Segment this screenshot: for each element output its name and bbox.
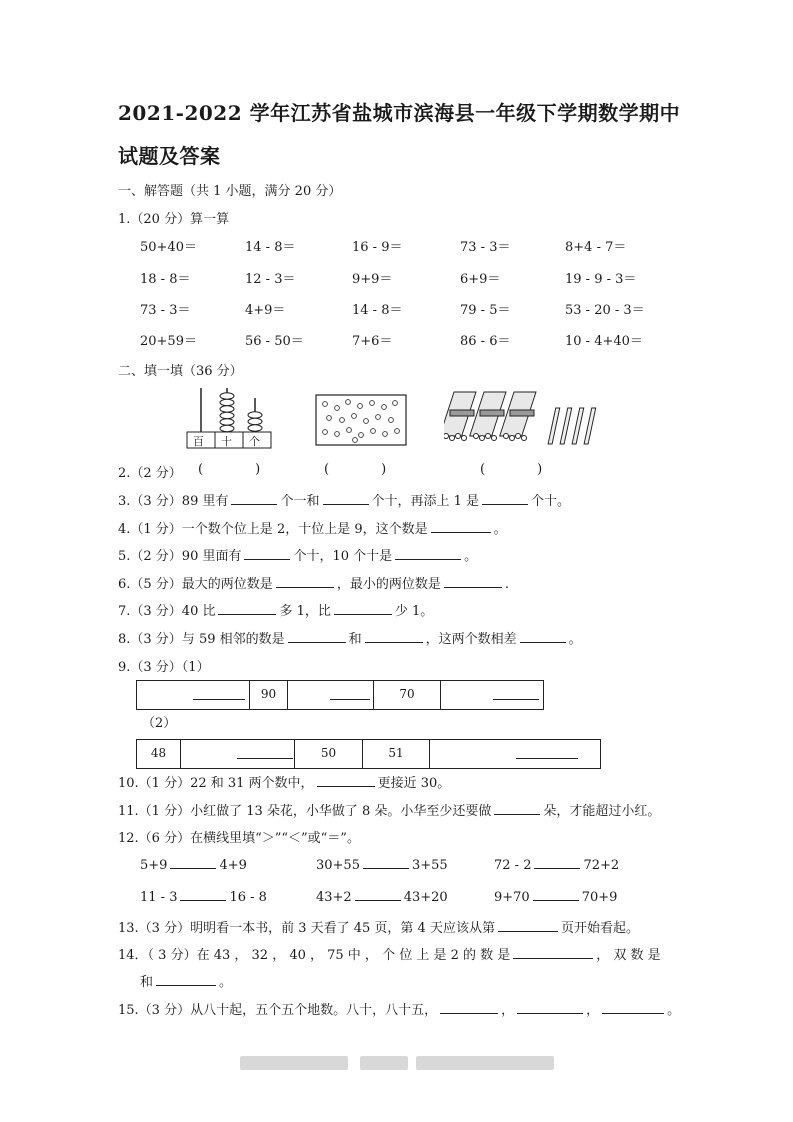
- cmp-left: 72 - 2: [494, 858, 532, 873]
- q3-text-c: 个十，再添上 1 是: [371, 494, 480, 509]
- comparison-item: [316, 856, 448, 873]
- answer-blank[interactable]: [516, 758, 578, 759]
- question-1-label: 1.（20 分）算一算: [118, 212, 230, 227]
- document-title-line2: 试题及答案: [118, 144, 221, 168]
- arith-item: 14 - 8＝: [352, 303, 403, 318]
- answer-blank[interactable]: [170, 856, 216, 869]
- answer-blank[interactable]: [440, 1001, 498, 1014]
- cell-value: 48: [150, 746, 167, 760]
- q15-end: 。: [667, 1003, 681, 1018]
- table-cell: [363, 740, 430, 768]
- q15-text-a: 15.（3 分）从八十起，五个五个地数。八十，八十五，: [118, 1003, 438, 1018]
- answer-blank[interactable]: [244, 547, 290, 560]
- answer-paren-abacus: ( ): [198, 462, 261, 477]
- answer-blank[interactable]: [534, 856, 580, 869]
- q13-text-a: 13.（3 分）明明看一本书，前 3 天看了 45 页，第 4 天应该从第: [118, 921, 495, 936]
- cell-value: 70: [399, 687, 415, 701]
- table-cell[interactable]: [137, 681, 250, 709]
- question-10: [118, 772, 450, 791]
- answer-blank[interactable]: [317, 774, 375, 787]
- table-cell[interactable]: [430, 740, 600, 768]
- q14-text-a: 14．（ 3 分）在 43 ， 32 ， 40 ， 75 中 ， 个 位 上 是 2 的 数 是: [118, 948, 511, 963]
- q14-text-c: 和: [140, 975, 154, 990]
- question-8: [118, 628, 582, 647]
- table-cell[interactable]: [441, 681, 543, 709]
- table-cell: [137, 740, 181, 768]
- question-11: [118, 800, 660, 819]
- q13-text-b: 页开始看起。: [560, 921, 639, 936]
- cmp-left: 43+2: [316, 890, 352, 905]
- answer-blank[interactable]: [517, 1001, 583, 1014]
- q5-text-a: 5.（2 分）90 里面有: [118, 549, 242, 564]
- cmp-right: 70+9: [581, 890, 618, 905]
- arith-item: 73 - 3＝: [140, 303, 191, 318]
- arith-item: 14 - 8＝: [245, 240, 296, 255]
- cmp-right: 43+20: [403, 890, 448, 905]
- number-sequence-table-2: [136, 739, 601, 769]
- cmp-right: 72+2: [583, 858, 620, 873]
- answer-blank[interactable]: [365, 630, 423, 643]
- arith-item: 8+4 - 7＝: [565, 240, 627, 255]
- q5-text-b: 个十，10 个十是: [293, 549, 393, 564]
- arith-item: 9+9＝: [352, 272, 393, 287]
- cmp-right: 3+55: [411, 858, 448, 873]
- q3-text-b: 个一和: [280, 494, 320, 509]
- arith-item: 50+40＝: [140, 240, 197, 255]
- watermark-block: [240, 1056, 348, 1070]
- arith-item: 6+9＝: [460, 272, 501, 287]
- abacus-label-tens: 十: [221, 435, 232, 448]
- question-7: [118, 600, 433, 619]
- arith-item: 10 - 4+40＝: [565, 334, 643, 349]
- table-cell[interactable]: [181, 740, 295, 768]
- q15-separator: ，: [501, 1003, 515, 1018]
- watermark-block: [360, 1056, 408, 1070]
- cell-value: 51: [388, 746, 404, 760]
- answer-blank[interactable]: [231, 492, 277, 505]
- q4-text-a: 4.（1 分）一个数个位上是 2，十位上是 9，这个数是: [118, 522, 428, 537]
- question-15: [118, 999, 680, 1018]
- question-6: [118, 573, 509, 592]
- answer-paren-sticks: ( ): [480, 462, 543, 477]
- document-title-line1: 2021-2022 学年江苏省盐城市滨海县一年级下学期数学期中: [118, 101, 681, 125]
- q7-text-c: 少 1。: [394, 604, 434, 619]
- answer-blank[interactable]: [498, 919, 558, 932]
- q11-text-b: 朵，才能超过小红。: [543, 804, 661, 819]
- dots-box-figure: [315, 394, 407, 446]
- comparison-item: [316, 888, 448, 905]
- answer-blank[interactable]: [493, 699, 539, 700]
- q3-text-d: 个十。: [531, 494, 571, 509]
- q8-text-b: 和: [348, 632, 362, 647]
- arith-item: 12 - 3＝: [245, 272, 296, 287]
- question-12-label: 12.（6 分）在横线里填“＞”“＜”或“＝”。: [118, 831, 360, 846]
- comparison-item: [140, 856, 247, 873]
- q8-text-d: 。: [568, 632, 582, 647]
- q11-text-a: 11.（1 分）小红做了 13 朵花，小华做了 8 朵。小华至少还要做: [118, 804, 492, 819]
- answer-blank[interactable]: [533, 888, 579, 901]
- number-sequence-table-1: [136, 680, 544, 710]
- q6-text-c: .: [504, 577, 509, 592]
- table-cell: [374, 681, 441, 709]
- q7-text-b: 多 1，比: [279, 604, 331, 619]
- question-3: [118, 490, 570, 509]
- answer-blank[interactable]: [156, 973, 216, 986]
- question-2-label: 2.（2 分）: [118, 466, 182, 481]
- stick-bundles-figure: [444, 388, 614, 448]
- arith-item: 4+9＝: [245, 303, 286, 318]
- question-4: [118, 518, 507, 537]
- section-heading-2: 二、填一填（36 分）: [118, 364, 243, 379]
- cmp-left: 11 - 3: [140, 890, 178, 905]
- table-cell[interactable]: [288, 681, 374, 709]
- arith-item: 79 - 5＝: [460, 303, 511, 318]
- arith-item: 20+59＝: [140, 334, 197, 349]
- answer-blank[interactable]: [288, 630, 346, 643]
- answer-blank[interactable]: [395, 547, 461, 560]
- answer-blank[interactable]: [180, 888, 226, 901]
- section-heading-1: 一、解答题（共 1 小题，满分 20 分）: [118, 184, 342, 199]
- table-cell: [295, 740, 363, 768]
- answer-blank[interactable]: [323, 492, 369, 505]
- answer-paren-dots: ( ): [324, 462, 387, 477]
- q6-text-b: ，最小的两位数是: [336, 577, 441, 592]
- cmp-left: 5+9: [140, 858, 168, 873]
- question-5: [118, 545, 477, 564]
- q14-text-b: ， 双 数 是: [596, 948, 661, 963]
- q10-text-b: 更接近 30。: [377, 776, 451, 791]
- arith-item: 86 - 6＝: [460, 334, 511, 349]
- answer-blank[interactable]: [276, 575, 334, 588]
- answer-blank[interactable]: [513, 946, 593, 959]
- abacus-label-ones: 个: [249, 435, 260, 448]
- arith-item: 7+6＝: [352, 334, 393, 349]
- cell-value: 50: [320, 746, 337, 760]
- answer-blank[interactable]: [602, 1001, 664, 1014]
- answer-blank[interactable]: [218, 602, 276, 615]
- arith-item: 19 - 9 - 3＝: [565, 272, 637, 287]
- question-9-sub2: （2）: [142, 716, 177, 731]
- q8-text-a: 8.（3 分）与 59 相邻的数是: [118, 632, 285, 647]
- abacus-figure: [185, 384, 275, 450]
- answer-blank[interactable]: [330, 699, 370, 700]
- abacus-label-hundreds: 百: [193, 435, 204, 448]
- answer-blank[interactable]: [355, 888, 401, 901]
- arith-item: 73 - 3＝: [460, 240, 511, 255]
- arith-item: 18 - 8＝: [140, 272, 191, 287]
- arith-item: 56 - 50＝: [245, 334, 304, 349]
- cmp-right: 16 - 8: [229, 890, 267, 905]
- comparison-item: [494, 888, 617, 905]
- q14-text-d: 。: [219, 975, 233, 990]
- q15-separator: ，: [586, 1003, 600, 1018]
- arith-item: 53 - 20 - 3＝: [565, 303, 645, 318]
- arith-item: 16 - 9＝: [352, 240, 403, 255]
- question-14-line2: [140, 971, 232, 990]
- answer-blank[interactable]: [444, 575, 502, 588]
- answer-blank[interactable]: [431, 520, 491, 533]
- answer-blank[interactable]: [334, 602, 392, 615]
- question-14-line1: [118, 944, 661, 963]
- q4-text-b: 。: [493, 522, 507, 537]
- table-cell: [250, 681, 288, 709]
- q7-text-a: 7.（3 分）40 比: [118, 604, 216, 619]
- answer-blank[interactable]: [363, 856, 409, 869]
- answer-blank[interactable]: [237, 758, 293, 759]
- comparison-item: [140, 888, 267, 905]
- q5-text-c: 。: [464, 549, 478, 564]
- cell-value: 90: [260, 687, 277, 701]
- answer-blank[interactable]: [482, 492, 528, 505]
- answer-blank[interactable]: [494, 802, 540, 815]
- q8-text-c: ，这两个数相差: [425, 632, 517, 647]
- question-9-label: 9.（3 分）（1）: [118, 660, 210, 675]
- q10-text-a: 10.（1 分）22 和 31 两个数中，: [118, 776, 314, 791]
- q3-text-a: 3.（3 分）89 里有: [118, 494, 229, 509]
- q6-text-a: 6.（5 分）最大的两位数是: [118, 577, 273, 592]
- comparison-item: [494, 856, 619, 873]
- watermark-block: [416, 1056, 554, 1070]
- cmp-right: 4+9: [219, 858, 247, 873]
- question-13: [118, 917, 639, 936]
- cmp-left: 9+70: [494, 890, 530, 905]
- cmp-left: 30+55: [316, 858, 360, 873]
- answer-blank[interactable]: [520, 630, 566, 643]
- answer-blank[interactable]: [193, 699, 245, 700]
